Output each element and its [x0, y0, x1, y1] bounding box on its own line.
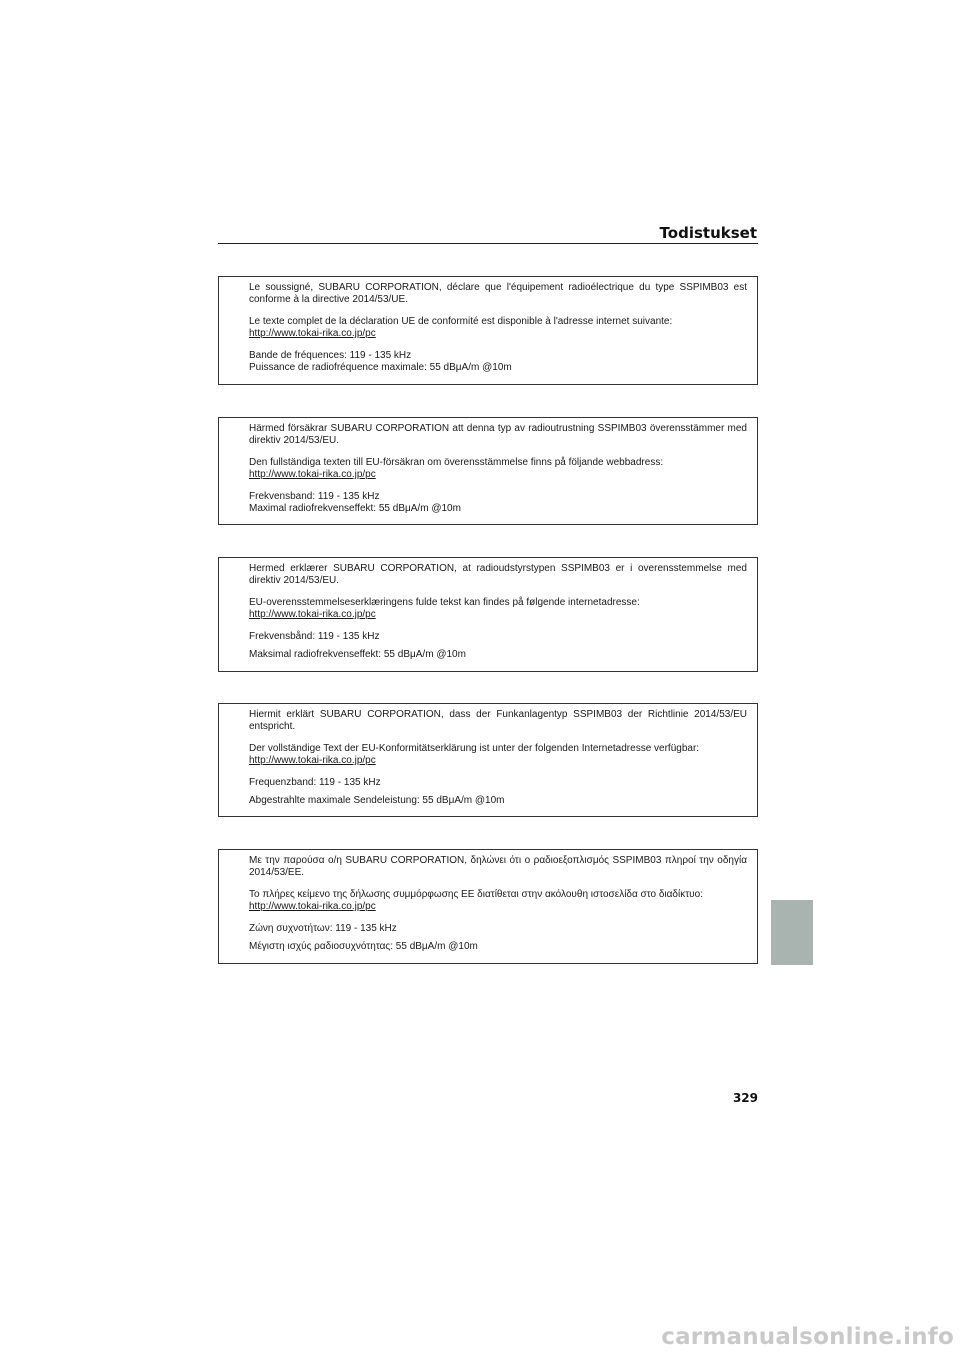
page-title: Todistukset: [659, 224, 757, 242]
declaration-url-link[interactable]: http://www.tokai-rika.co.jp/pc: [249, 328, 376, 339]
declaration-url-intro: Le texte complet de la déclaration UE de conformité est disponible à l'adresse internet suivante:: [249, 316, 673, 327]
max-power: Maksimal radiofrekvenseffekt: 55 dBμA/m @10m: [249, 649, 466, 660]
header-divider: [218, 243, 758, 244]
declaration-statement: Le soussigné, SUBARU CORPORATION, déclare que l'équipement radioélectrique du type SSPIMB03 est conforme à la directive 2014/53/UE.: [249, 282, 747, 305]
frequency-band: Frequenzband: 119 - 135 kHz: [249, 777, 381, 788]
watermark: carmanualsonline.info: [661, 1324, 954, 1350]
declaration-url-intro: EU-overensstemmelseserklæringens fulde tekst kan findes på følgende internetadresse:: [249, 597, 640, 608]
declaration-box-danish: [218, 557, 758, 672]
declaration-url-link[interactable]: http://www.tokai-rika.co.jp/pc: [249, 901, 376, 912]
page-number: 329: [732, 1091, 758, 1105]
max-power: Abgestrahlte maximale Sendeleistung: 55 dBμA/m @10m: [249, 795, 505, 806]
frequency-band: Bande de fréquences: 119 - 135 kHz: [249, 350, 412, 361]
max-power: Puissance de radiofréquence maximale: 55 dBμA/m @10m: [249, 362, 512, 373]
declaration-box-french: [218, 276, 758, 385]
declaration-url-link[interactable]: http://www.tokai-rika.co.jp/pc: [249, 469, 376, 480]
frequency-band: Frekvensband: 119 - 135 kHz: [249, 491, 380, 502]
declaration-statement: Hiermit erklärt SUBARU CORPORATION, dass der Funkanlagentyp SSPIMB03 der Richtlinie 2014/53/EU entspricht.: [249, 709, 747, 732]
declaration-box-german: [218, 703, 758, 817]
declaration-statement: Με την παρούσα ο/η SUBARU CORPORATION, δηλώνει ότι ο ραδιοεξοπλισμός SSPIMB03 πληροί την οδηγία 2014/53/ΕΕ.: [249, 855, 747, 878]
declaration-statement: Hermed erklærer SUBARU CORPORATION, at radioudstyrstypen SSPIMB03 er i overensstemmelse med direktiv 2014/53/EU.: [249, 563, 747, 586]
declaration-box-greek: [218, 849, 758, 964]
declaration-url-intro: Το πλήρες κείμενο της δήλωσης συμμόρφωσης ΕΕ διατίθεται στην ακόλουθη ιστοσελίδα στο διαδίκτυο:: [249, 889, 703, 900]
max-power: Μέγιστη ισχύς ραδιοσυχνότητας: 55 dBμA/m @10m: [249, 941, 478, 952]
declaration-box-swedish: [218, 417, 758, 525]
declaration-statement: Härmed försäkrar SUBARU CORPORATION att denna typ av radioutrustning SSPIMB03 överensstämmer med direktiv 2014/53/EU.: [249, 423, 747, 446]
section-tab: [771, 900, 813, 965]
declaration-url-link[interactable]: http://www.tokai-rika.co.jp/pc: [249, 609, 376, 620]
declaration-url-intro: Den fullständiga texten till EU-försäkran om överensstämmelse finns på följande webbadress:: [249, 457, 664, 468]
declaration-url-intro: Der vollständige Text der EU-Konformitätserklärung ist unter der folgenden Internetadresse verfügbar:: [249, 743, 700, 754]
frequency-band: Ζώνη συχνοτήτων: 119 - 135 kHz: [249, 923, 397, 934]
declaration-url-link[interactable]: http://www.tokai-rika.co.jp/pc: [249, 755, 376, 766]
frequency-band: Frekvensbånd: 119 - 135 kHz: [249, 631, 380, 642]
max-power: Maximal radiofrekvenseffekt: 55 dBμA/m @10m: [249, 503, 461, 514]
